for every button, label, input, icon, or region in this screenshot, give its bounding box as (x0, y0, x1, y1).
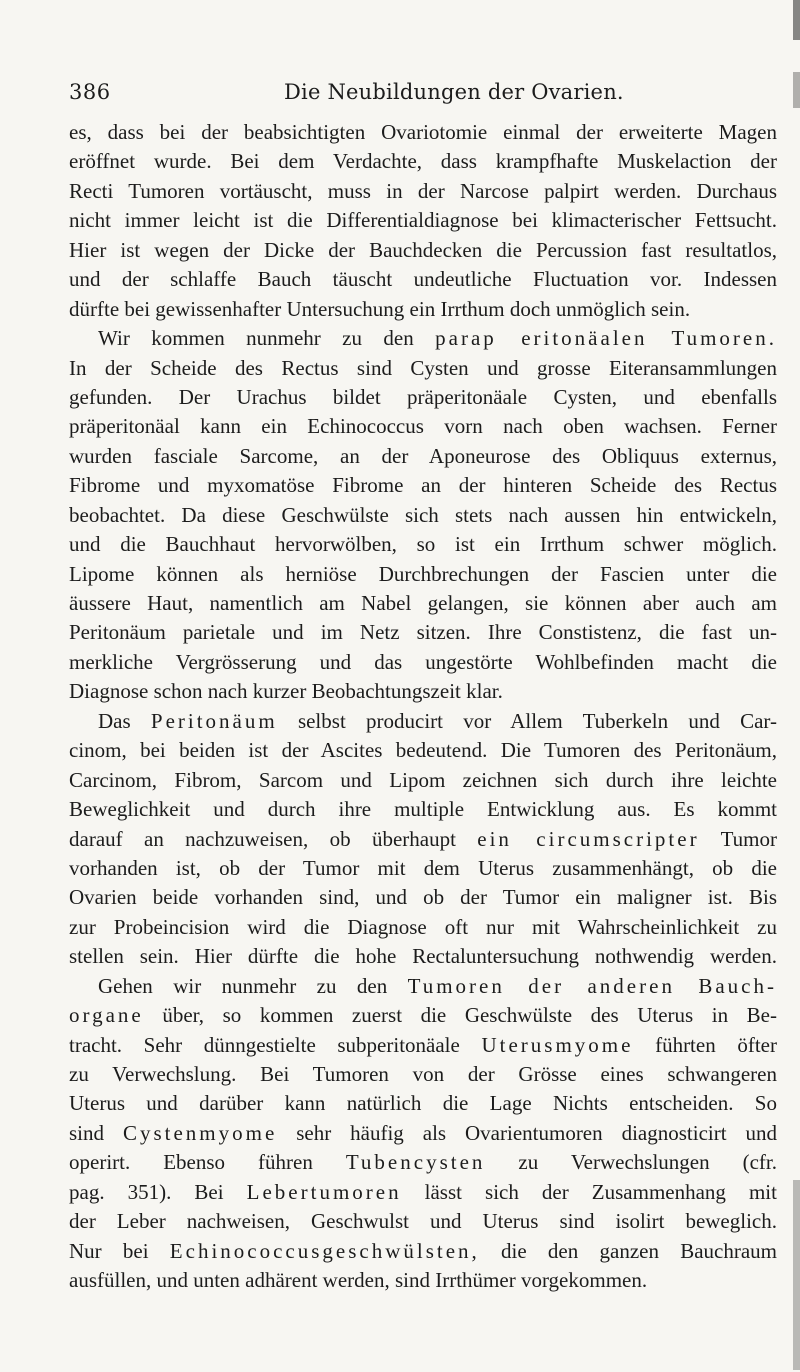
text-line: Gehen wir nunmehr zu den Tumoren der anderen Bauch- (98, 973, 777, 998)
text-line: sind Cystenmyome sehr häufig als Ovarientumoren diagnosticirt und (69, 1120, 777, 1145)
page-header (69, 74, 769, 110)
spaced-term: Peritonäum (150, 708, 278, 733)
spaced-term: organe (69, 1003, 144, 1028)
text-line: präperitonäal kann ein Echinococcus vorn nach oben wachsen. Ferner (69, 414, 777, 439)
text-line: äussere Haut, namentlich am Nabel gelangen, sie können aber auch am (69, 591, 777, 615)
text-line: In der Scheide des Rectus sind Cysten und grosse Eiteransammlungen (69, 355, 777, 380)
scan-edge-mark (793, 72, 800, 108)
spaced-term: Cystenmyome (122, 1120, 278, 1145)
page-number: 386 (69, 80, 111, 104)
text-line: Nur bei Echinococcusgeschwülsten, die den ganzen Bauchraum (69, 1238, 777, 1263)
spaced-term: Tumoren der anderen Bauch- (407, 973, 777, 998)
text-line: gefunden. Der Urachus bildet präperitonäale Cysten, und ebenfalls (69, 384, 777, 409)
text-line: dürfte bei gewissenhafter Untersuchung ein Irrthum doch unmöglich sein. (69, 296, 691, 321)
text-line: Fibrome und myxomatöse Fibrome an der hinteren Scheide des Rectus (69, 473, 777, 498)
text-line: organe über, so kommen zuerst die Geschwülste des Uterus in Be- (69, 1003, 777, 1028)
spaced-term: Lebertumoren (246, 1179, 402, 1204)
text-line: Beweglichkeit und durch ihre multiple Entwicklung aus. Es kommt (69, 797, 777, 822)
text-line: stellen sein. Hier dürfte die hohe Rectaluntersuchung nothwendig werden. (69, 944, 777, 969)
text-line: Wir kommen nunmehr zu den parap eritonäalen Tumoren. (98, 326, 777, 351)
text-line: ausfüllen, und unten adhärent werden, sind Irrthümer vorgekommen. (69, 1268, 648, 1293)
scan-edge-mark (793, 0, 800, 40)
text-line: Recti Tumoren vortäuscht, muss in der Narcose palpirt werden. Durchaus (69, 178, 777, 203)
body-text (69, 118, 777, 1296)
text-line: Uterus und darüber kann natürlich die Lage Nichts entscheiden. So (69, 1091, 777, 1116)
text-line: wurden fasciale Sarcome, an der Aponeurose des Obliquus externus, (69, 443, 777, 468)
text-line: nicht immer leicht ist die Differentialdiagnose bei klimacterischer Fettsucht. (69, 208, 777, 233)
text-line: Diagnose schon nach kurzer Beobachtungszeit klar. (69, 679, 503, 704)
text-line: merkliche Vergrösserung und das ungestörte Wohlbefinden macht die (69, 649, 777, 674)
text-line: der Leber nachweisen, Geschwulst und Uterus sind isolirt beweglich. (69, 1209, 777, 1234)
text-line: zur Probeincision wird die Diagnose oft nur mit Wahrscheinlichkeit zu (69, 914, 777, 939)
spaced-term: Tubencysten (345, 1150, 486, 1175)
text-line: cinom, bei beiden ist der Ascites bedeutend. Die Tumoren des Peritonäum, (69, 738, 777, 763)
text-line: Das Peritonäum selbst producirt vor Allem Tuberkeln und Car- (98, 708, 777, 733)
text-line: Hier ist wegen der Dicke der Bauchdecken die Percussion fast resultatlos, (69, 237, 777, 262)
text-line: eröffnet wurde. Bei dem Verdachte, dass krampfhafte Muskelaction der (69, 149, 777, 174)
text-line: und die Bauchhaut hervorwölben, so ist ein Irrthum schwer möglich. (69, 532, 777, 557)
text-line: Peritonäum parietale und im Netz sitzen. Ihre Constistenz, die fast un- (69, 620, 777, 645)
text-line: vorhanden ist, ob der Tumor mit dem Uterus zusammenhängt, ob die (69, 855, 777, 880)
text-line: beobachtet. Da diese Geschwülste sich stets nach aussen hin entwickeln, (69, 502, 777, 527)
text-line: operirt. Ebenso führen Tubencysten zu Verwechslungen (cfr. (69, 1150, 777, 1175)
text-line: Carcinom, Fibrom, Sarcom und Lipom zeichnen sich durch ihre leichte (69, 767, 777, 792)
text-line: Ovarien beide vorhanden sind, und ob der Tumor ein maligner ist. Bis (69, 885, 777, 910)
spaced-term: ein circumscripter (477, 826, 700, 851)
text-line: es, dass bei der beabsichtigten Ovariotomie einmal der erweiterte Magen (69, 120, 777, 144)
text-line: pag. 351). Bei Lebertumoren lässt sich der Zusammenhang mit (69, 1179, 777, 1204)
text-line: Lipome können als herniöse Durchbrechungen der Fascien unter die (69, 561, 777, 586)
text-line: darauf an nachzuweisen, ob überhaupt ein circumscripter Tumor (69, 826, 777, 851)
scan-edge-mark (793, 1180, 800, 1370)
spaced-term: parap eritonäalen Tumoren. (435, 326, 777, 351)
running-title: Die Neubildungen der Ovarien. (284, 80, 624, 104)
text-line: und der schlaffe Bauch täuscht undeutliche Fluctuation vor. Indessen (69, 267, 777, 292)
text-line: zu Verwechslung. Bei Tumoren von der Grösse eines schwangeren (69, 1062, 777, 1086)
text-line: tracht. Sehr dünngestielte subperitonäale Uterusmyome führten öfter (69, 1032, 777, 1057)
spaced-term: Echinococcusgeschwülsten, (169, 1238, 480, 1263)
spaced-term: Uterusmyome (481, 1032, 634, 1057)
